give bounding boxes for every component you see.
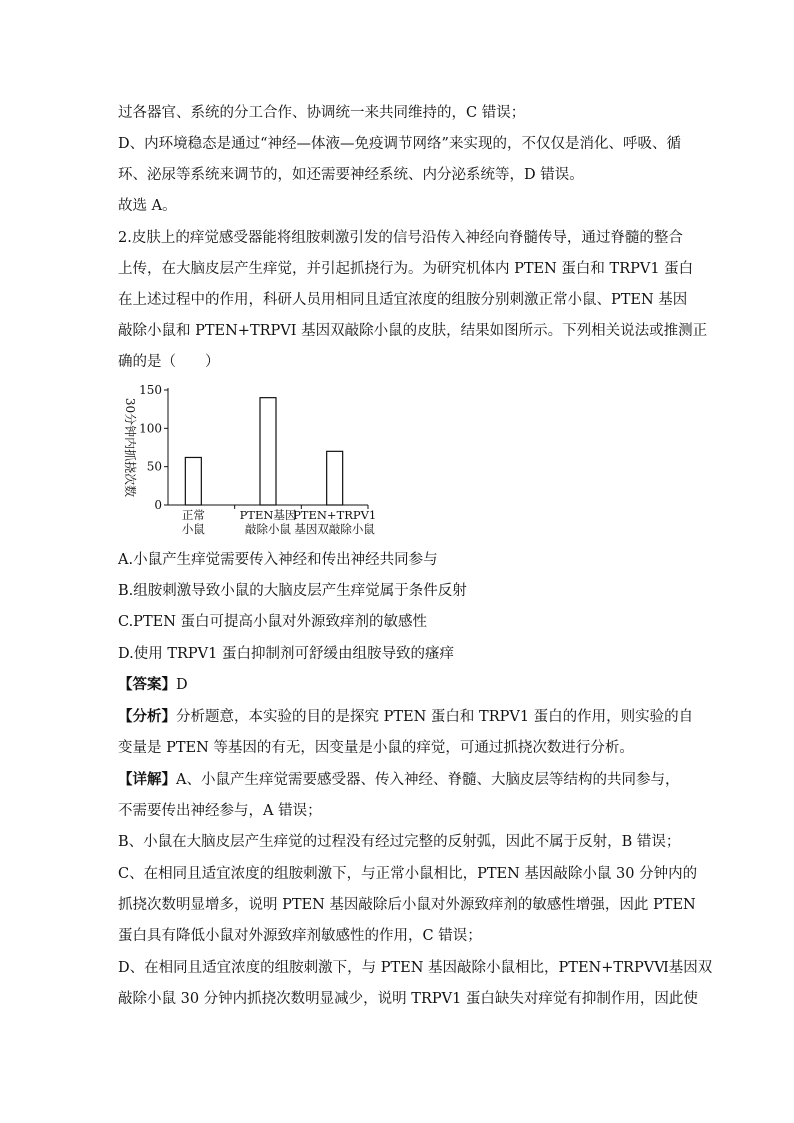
question-text: 敲除小鼠和 PTEN+TRPVI 基因双敲除小鼠的皮肤，结果如图所示。下列相关说法或推测正 xyxy=(118,323,708,339)
category-label: PTEN+TRPV1 xyxy=(293,508,377,522)
category-label: PTEN基因 xyxy=(239,508,297,522)
category-label: 敲除小鼠 xyxy=(245,522,291,536)
text-line: 过各器官、系统的分工合作、协调统一来共同维持的，C 错误； xyxy=(118,105,526,121)
y-axis-label: 30分钟内抓挠次数 xyxy=(123,397,137,498)
bar xyxy=(260,398,276,505)
y-tick-label: 100 xyxy=(139,421,162,436)
text-line: D、内环境稳态是通过“神经—体液—免疫调节网络”来实现的，不仅仅是消化、呼吸、循 xyxy=(118,136,681,152)
question-text: 2.皮肤上的痒觉感受器能将组胺刺激引发的信号沿传入神经向脊髓传导，通过脊髓的整合 xyxy=(118,230,683,246)
category-label: 正常 xyxy=(181,508,205,522)
detail-tag: 【详解】 xyxy=(118,771,176,788)
y-tick-label: 50 xyxy=(146,459,162,474)
question-text: 上传，在大脑皮层产生痒觉，并引起抓挠行为。为研究机体内 PTEN 蛋白和 TRPV1 蛋白 xyxy=(118,261,694,277)
option-b: B.组胺刺激导致小鼠的大脑皮层产生痒觉属于条件反射 xyxy=(118,583,467,599)
bar xyxy=(185,457,201,505)
detail-text: B、小鼠在大脑皮层产生痒觉的过程没有经过完整的反射弧，因此不属于反射，B 错误； xyxy=(118,834,681,850)
option-c: C.PTEN 蛋白可提高小鼠对外源致痒剂的敏感性 xyxy=(118,614,427,630)
analysis-tag: 【分析】 xyxy=(118,708,176,725)
y-tick-label: 0 xyxy=(154,498,162,512)
text-line: 故选 A。 xyxy=(118,198,177,214)
question-text: 在上述过程中的作用，科研人员用相同且适宜浓度的组胺分别刺激正常小鼠、PTEN 基因 xyxy=(118,292,688,308)
category-label: 小鼠 xyxy=(181,522,205,536)
category-label: 基因双敲除小鼠 xyxy=(294,522,375,536)
option-a: A.小鼠产生痒觉需要传入神经和传出神经共同参与 xyxy=(118,552,438,568)
text-line: 环、泌尿等系统来调节的，如还需要神经系统、内分泌系统等，D 错误。 xyxy=(118,167,584,183)
detail-text: 抓挠次数明显增多，说明 PTEN 基因敲除后小鼠对外源致痒剂的敏感性增强，因此 PTEN xyxy=(118,897,696,913)
analysis-line xyxy=(118,707,693,727)
detail-text: 敲除小鼠 30 分钟内抓挠次数明显减少，说明 TRPV1 蛋白缺失对痒觉有抑制作用，因此使 xyxy=(118,991,698,1007)
bar-chart xyxy=(118,378,388,538)
answer-value: D xyxy=(176,677,188,693)
detail-line xyxy=(118,770,679,790)
detail-text: D、在相同且适宜浓度的组胺刺激下，与 PTEN 基因敲除小鼠相比，PTEN+TRPVⅥ基因双 xyxy=(118,960,713,976)
detail-text: 不需要传出神经参与，A 错误； xyxy=(118,803,322,819)
y-tick-label: 150 xyxy=(139,383,162,397)
answer-line xyxy=(118,675,188,695)
option-d: D.使用 TRPV1 蛋白抑制剂可舒缓由组胺导致的瘙痒 xyxy=(118,646,454,662)
answer-tag: 【答案】 xyxy=(118,676,176,693)
detail-text: A、小鼠产生痒觉需要感受器、传入神经、脊髓、大脑皮层等结构的共同参与， xyxy=(176,772,680,788)
detail-text: C、在相同且适宜浓度的组胺刺激下，与正常小鼠相比，PTEN 基因敲除小鼠 30 分钟内的 xyxy=(118,866,698,882)
detail-text: 蛋白具有降低小鼠对外源致痒剂敏感性的作用，C 错误； xyxy=(118,928,482,944)
analysis-text: 分析题意，本实验的目的是探究 PTEN 蛋白和 TRPV1 蛋白的作用，则实验的自 xyxy=(176,709,694,725)
analysis-text: 变量是 PTEN 等基因的有无，因变量是小鼠的痒觉，可通过抓挠次数进行分析。 xyxy=(118,740,634,756)
bar xyxy=(327,451,343,505)
question-text: 确的是（ ） xyxy=(118,354,220,370)
bar-chart-svg xyxy=(118,378,388,538)
